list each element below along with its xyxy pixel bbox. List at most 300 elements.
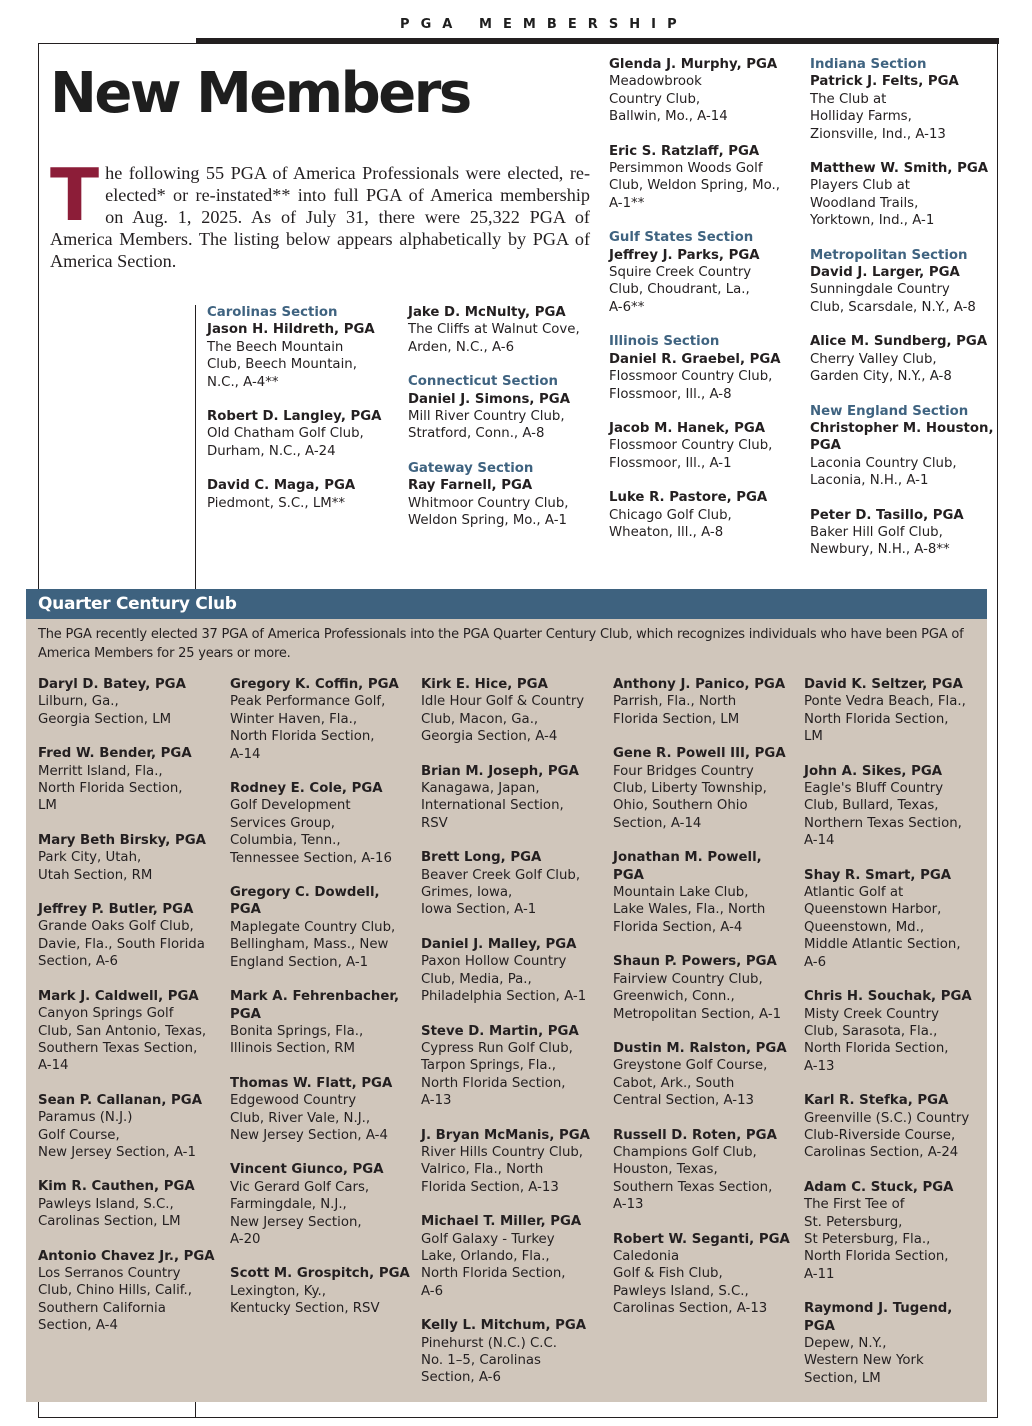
member-entry [804, 1300, 984, 1387]
member-name: Thomas W. Flatt, PGA [230, 1075, 393, 1091]
member-name: Michael T. Miller, PGA [421, 1214, 582, 1230]
member-detail-line: Winter Haven, Fla., [230, 711, 358, 727]
member-detail-line: N.C., A-4** [207, 374, 279, 390]
member-detail-line: Bellingham, Mass., New [230, 937, 389, 953]
member-detail-line: Idle Hour Golf & Country [421, 694, 585, 710]
member-detail-line: Parrish, Fla., North [613, 694, 737, 710]
member-entry [609, 489, 804, 541]
member-detail-line: Columbia, Tenn., [230, 833, 341, 849]
member-detail-line: Section, A-4 [38, 1318, 118, 1334]
member-name: Glenda J. Murphy, PGA [609, 57, 778, 72]
member-entry [38, 901, 224, 971]
member-detail-line: Metropolitan Section, A-1 [613, 1006, 782, 1022]
member-detail-line: Atlantic Golf at [804, 885, 904, 901]
member-detail-line: River Hills Country Club, [421, 1144, 584, 1160]
member-detail-line: Canyon Springs Golf [38, 1006, 174, 1022]
intro-paragraph [50, 153, 590, 272]
member-entry [609, 56, 804, 126]
member-entry [230, 988, 416, 1058]
member-detail-line: The First Tee of [804, 1197, 905, 1213]
member-detail-line: Lake Wales, Fla., North [613, 902, 766, 918]
member-name: Daniel J. Simons, PGA [408, 391, 571, 407]
member-entry [421, 1023, 607, 1110]
member-detail-line: A-6 [804, 954, 827, 970]
member-detail-line: Southern Texas Section, [613, 1179, 773, 1195]
member-name: Antonio Chavez Jr., PGA [38, 1248, 215, 1264]
section-heading: Indiana Section [810, 57, 927, 72]
member-detail-line: Carolinas Section, A-24 [804, 1145, 959, 1161]
member-detail-line: Section, A-6 [421, 1370, 501, 1386]
member-detail-line: Weldon Spring, Mo., A-1 [408, 513, 567, 529]
member-detail-line: Lilburn, Ga., [38, 694, 119, 710]
member-detail-line: Zionsville, Ind., A-13 [810, 126, 946, 142]
member-detail-line: Club, Beech Mountain, [207, 357, 357, 373]
member-detail-line: Whitmoor Country Club, [408, 495, 569, 511]
member-entry [810, 56, 995, 143]
member-detail-line: Southern Texas Section, [38, 1040, 198, 1056]
member-detail-line: Iowa Section, A-1 [421, 902, 537, 918]
member-detail-line: Golf & Fish Club, [613, 1266, 723, 1282]
member-entry [609, 333, 804, 403]
new-members-column-4 [810, 56, 995, 576]
member-name: J. Bryan McManis, PGA [421, 1127, 590, 1143]
member-entry [38, 745, 224, 815]
member-name: Anthony J. Panico, PGA [613, 677, 786, 692]
member-detail-line: Flossmoor Country Club, [609, 438, 773, 454]
member-detail-line: Grande Oaks Golf Club, [38, 919, 194, 935]
page-title: New Members [50, 61, 470, 126]
member-name: David C. Maga, PGA [207, 478, 356, 494]
member-name: Shay R. Smart, PGA [804, 867, 952, 883]
member-detail-line: Newbury, N.H., A-8** [810, 542, 950, 558]
member-entry [810, 333, 995, 385]
member-detail-line: A-6** [609, 299, 645, 315]
member-name: Patrick J. Felts, PGA [810, 74, 959, 90]
member-detail-line: A-11 [804, 1266, 835, 1282]
qcc-column-5 [804, 676, 984, 1404]
member-detail-line: Philadelphia Section, A-1 [421, 989, 587, 1005]
member-detail-line: Players Club at [810, 178, 910, 194]
member-detail-line: Pawleys Island, S.C., [613, 1283, 749, 1299]
member-name: Karl R. Stefka, PGA [804, 1093, 949, 1109]
member-detail-line: Georgia Section, A-4 [421, 729, 558, 745]
member-entry [230, 780, 416, 867]
member-detail-line: Golf Course, [38, 1127, 120, 1143]
member-detail-line: Wheaton, Ill., A-8 [609, 524, 724, 540]
member-detail-line: Davie, Fla., South Florida [38, 936, 205, 952]
member-detail-line: Florida Section, LM [613, 711, 740, 727]
member-detail-line: Carolinas Section, A-13 [613, 1301, 768, 1317]
member-detail-line: Persimmon Woods Golf [609, 161, 763, 177]
member-detail-line: North Florida Section, [421, 1075, 566, 1091]
member-detail-line: Club, San Antonio, Texas, [38, 1023, 207, 1039]
member-entry [408, 373, 603, 443]
member-detail-line: Chicago Golf Club, [609, 507, 732, 523]
member-name: Jacob M. Hanek, PGA [609, 420, 766, 436]
member-detail-line: Flossmoor, Ill., A-1 [609, 455, 732, 471]
drop-cap: T [50, 153, 100, 237]
member-entry [38, 1248, 224, 1335]
member-detail-line: Section, A-14 [613, 815, 702, 831]
member-detail-line: Club, Media, Pa., [421, 971, 532, 987]
member-detail-line: A-13 [613, 1197, 644, 1213]
member-detail-line: Squire Creek Country [609, 265, 752, 281]
member-detail-line: Tennessee Section, A-16 [230, 850, 392, 866]
member-entry [613, 676, 799, 728]
member-detail-line: Valrico, Fla., North [421, 1162, 544, 1178]
member-detail-line: Meadowbrook [609, 74, 702, 90]
member-detail-line: Misty Creek Country [804, 1006, 939, 1022]
member-entry [421, 763, 607, 833]
member-detail-line: North Florida Section, [804, 1249, 949, 1265]
member-name: Scott M. Grospitch, PGA [230, 1266, 410, 1282]
member-detail-line: Club, Chino Hills, Calif., [38, 1283, 192, 1299]
member-detail-line: The Club at [810, 91, 887, 107]
member-detail-line: Maplegate Country Club, [230, 919, 396, 935]
member-detail-line: Laconia Country Club, [810, 455, 957, 471]
member-detail-line: Lake, Orlando, Fla., [421, 1248, 550, 1264]
member-name: Jeffrey J. Parks, PGA [609, 247, 760, 263]
member-detail-line: LM [38, 798, 57, 814]
member-detail-line: The Beech Mountain [207, 339, 344, 355]
member-detail-line: Club, Choudrant, La., [609, 282, 750, 298]
member-detail-line: A-13 [421, 1093, 452, 1109]
member-entry [38, 1092, 224, 1162]
section-header-label: PGA MEMBERSHIP [400, 17, 688, 32]
member-name: Luke R. Pastore, PGA [609, 490, 768, 506]
member-entry [613, 1127, 799, 1214]
member-detail-line: Farmingdale, N.J., [230, 1197, 347, 1213]
member-detail-line: Grimes, Iowa, [421, 885, 513, 901]
member-entry [613, 849, 799, 936]
member-detail-line: Sunningdale Country [810, 282, 950, 298]
member-detail-line: International Section, [421, 798, 564, 814]
member-name: Jake D. McNulty, PGA [408, 305, 566, 320]
member-entry [408, 304, 603, 356]
member-entry [207, 477, 402, 512]
member-detail-line: Caledonia [613, 1248, 680, 1264]
member-entry [810, 507, 995, 559]
member-detail-line: Florida Section, A-4 [613, 919, 743, 935]
member-entry [230, 1161, 416, 1248]
member-detail-line: A-13 [804, 1058, 835, 1074]
member-entry [804, 867, 984, 971]
member-name: Daryl D. Batey, PGA [38, 677, 186, 692]
member-detail-line: Golf Galaxy - Turkey [421, 1231, 555, 1247]
member-detail-line: Holliday Farms, [810, 109, 912, 125]
member-detail-line: New Jersey Section, [230, 1214, 362, 1230]
member-entry [810, 247, 995, 317]
member-detail-line: St. Petersburg, [804, 1214, 903, 1230]
member-detail-line: Houston, Texas, [613, 1162, 718, 1178]
member-detail-line: Fairview Country Club, [613, 971, 763, 987]
member-entry [421, 1213, 607, 1300]
frame-border-right [997, 43, 998, 1418]
member-name: Gregory K. Coffin, PGA [230, 677, 399, 692]
member-detail-line: North Florida Section, [421, 1266, 566, 1282]
member-detail-line: North Florida Section, [804, 711, 949, 727]
member-detail-line: Greenwich, Conn., [613, 989, 735, 1005]
member-detail-line: Lexington, Ky., [230, 1283, 326, 1299]
qcc-column-4 [613, 676, 799, 1335]
member-entry [613, 745, 799, 832]
intro-text: he following 55 PGA of America Professionals were elected, re-elected* or re-instated** into full PGA of America membership on Aug. 1, 2025. As of July 31, there were 25,322 PGA of America Members. The listing below appears alphabetically by PGA of America Section. [50, 163, 590, 271]
member-detail-line: Florida Section, A-13 [421, 1179, 559, 1195]
member-detail-line: Tarpon Springs, Fla., [421, 1058, 557, 1074]
member-name: Rodney E. Cole, PGA [230, 781, 383, 797]
member-entry [609, 143, 804, 213]
member-detail-line: Club, Liberty Township, [613, 781, 767, 797]
member-detail-line: Section, LM [804, 1370, 881, 1386]
member-name: Gregory C. Dowdell, PGA [230, 885, 380, 918]
member-detail-line: Vic Gerard Golf Cars, [230, 1179, 370, 1195]
member-detail-line: Paxon Hollow Country [421, 954, 567, 970]
member-entry [421, 1127, 607, 1197]
member-detail-line: Flossmoor, Ill., A-8 [609, 386, 732, 402]
member-detail-line: Club, Macon, Ga., [421, 711, 539, 727]
member-detail-line: Mill River Country Club, [408, 409, 565, 425]
member-detail-line: Ballwin, Mo., A-14 [609, 109, 728, 125]
member-detail-line: Utah Section, RM [38, 867, 153, 883]
qcc-column-3 [421, 676, 607, 1404]
member-entry [804, 676, 984, 746]
member-detail-line: Services Group, [230, 815, 336, 831]
member-detail-line: Eagle's Bluff Country [804, 781, 944, 797]
member-detail-line: Queenstown Harbor, [804, 902, 942, 918]
member-name: Christopher M. Houston, PGA [810, 420, 994, 454]
member-detail-line: A-14 [230, 746, 261, 762]
member-detail-line: North Florida Section, [230, 729, 375, 745]
member-detail-line: The Cliffs at Walnut Cove, [408, 322, 580, 338]
member-detail-line: Edgewood Country [230, 1093, 357, 1109]
member-detail-line: North Florida Section, [38, 781, 183, 797]
member-name: Brett Long, PGA [421, 850, 542, 866]
member-name: Daniel R. Graebel, PGA [609, 351, 781, 367]
member-name: Peter D. Tasillo, PGA [810, 507, 964, 523]
member-name: Jeffrey P. Butler, PGA [38, 902, 194, 918]
member-entry [810, 160, 995, 230]
member-detail-line: Four Bridges Country [613, 763, 754, 779]
member-detail-line: Georgia Section, LM [38, 711, 172, 727]
member-detail-line: Cherry Valley Club, [810, 351, 937, 367]
member-entry [421, 676, 607, 746]
member-detail-line: Arden, N.C., A-6 [408, 339, 515, 355]
member-entry [38, 1178, 224, 1230]
new-members-column-2 [408, 304, 603, 546]
member-name: Steve D. Martin, PGA [421, 1023, 579, 1039]
member-detail-line: LM [804, 729, 823, 745]
member-detail-line: Southern California [38, 1300, 166, 1316]
member-name: Kelly L. Mitchum, PGA [421, 1318, 587, 1334]
member-detail-line: A-14 [38, 1058, 69, 1074]
member-detail-line: Peak Performance Golf, [230, 694, 386, 710]
member-name: John A. Sikes, PGA [804, 763, 943, 779]
member-detail-line: Flossmoor Country Club, [609, 369, 773, 385]
member-entry [230, 1265, 416, 1317]
header-rule [196, 38, 999, 44]
member-detail-line: Woodland Trails, [810, 195, 919, 211]
member-detail-line: Golf Development [230, 798, 351, 814]
member-entry [38, 832, 224, 884]
member-name: Russell D. Roten, PGA [613, 1127, 777, 1143]
member-detail-line: Central Section, A-13 [613, 1093, 755, 1109]
member-detail-line: Champions Golf Club, [613, 1144, 757, 1160]
member-name: Alice M. Sundberg, PGA [810, 334, 988, 350]
member-detail-line: Garden City, N.Y., A-8 [810, 369, 952, 385]
member-detail-line: Old Chatham Golf Club, [207, 426, 364, 442]
member-entry [810, 403, 995, 490]
member-detail-line: Greenville (S.C.) Country [804, 1110, 970, 1126]
member-entry [38, 676, 224, 728]
new-members-column-1 [207, 304, 402, 529]
member-detail-line: Beaver Creek Golf Club, [421, 867, 581, 883]
quarter-century-club-title: Quarter Century Club [26, 589, 987, 619]
member-detail-line: Baker Hill Golf Club, [810, 524, 943, 540]
member-detail-line: Cabot, Ark., South [613, 1075, 735, 1091]
section-heading: Connecticut Section [408, 374, 558, 390]
new-members-column-3 [609, 56, 804, 558]
member-detail-line: Middle Atlantic Section, [804, 937, 961, 953]
section-heading: Carolinas Section [207, 305, 338, 320]
member-detail-line: Ponte Vedra Beach, Fla., [804, 694, 966, 710]
member-detail-line: Durham, N.C., A-24 [207, 443, 336, 459]
member-entry [207, 408, 402, 460]
member-name: Kirk E. Hice, PGA [421, 677, 548, 692]
member-entry [804, 763, 984, 850]
member-name: Gene R. Powell III, PGA [613, 746, 786, 762]
member-name: Brian M. Joseph, PGA [421, 763, 579, 779]
section-heading: Gulf States Section [609, 230, 754, 246]
member-detail-line: Paramus (N.J.) [38, 1110, 133, 1126]
member-detail-line: Greystone Golf Course, [613, 1058, 768, 1074]
member-detail-line: Kentucky Section, RSV [230, 1301, 380, 1317]
member-entry [207, 304, 402, 391]
member-detail-line: A-6 [421, 1283, 444, 1299]
member-name: Eric S. Ratzlaff, PGA [609, 143, 760, 159]
member-detail-line: Club, Weldon Spring, Mo., [609, 178, 780, 194]
member-entry [804, 988, 984, 1075]
member-detail-line: Western New York [804, 1353, 924, 1369]
member-entry [421, 936, 607, 1006]
section-heading: Metropolitan Section [810, 247, 968, 263]
member-detail-line: No. 1–5, Carolinas [421, 1353, 541, 1368]
member-detail-line: Cypress Run Golf Club, [421, 1040, 573, 1056]
member-detail-line: Laconia, N.H., A-1 [810, 473, 929, 489]
member-name: Jonathan M. Powell, PGA [613, 850, 762, 883]
member-name: Fred W. Bender, PGA [38, 746, 192, 762]
member-detail-line: Club-Riverside Course, [804, 1127, 956, 1143]
member-entry [609, 420, 804, 472]
member-name: Mary Beth Birsky, PGA [38, 832, 206, 848]
member-entry [230, 676, 416, 763]
member-detail-line: Piedmont, S.C., LM** [207, 495, 346, 511]
frame-border-top [38, 43, 196, 44]
member-detail-line: Depew, N.Y., [804, 1336, 887, 1351]
member-detail-line: Country Club, [609, 91, 701, 107]
member-name: Adam C. Stuck, PGA [804, 1179, 954, 1195]
member-detail-line: Queenstown, Md., [804, 919, 925, 935]
member-detail-line: A-14 [804, 833, 835, 849]
member-detail-line: Carolinas Section, LM [38, 1214, 181, 1230]
member-detail-line: Pawleys Island, S.C., [38, 1196, 174, 1212]
member-detail-line: Los Serranos Country [38, 1265, 181, 1281]
member-detail-line: Club, Scarsdale, N.Y., A-8 [810, 299, 976, 315]
member-name: Robert D. Langley, PGA [207, 409, 382, 425]
section-heading: Gateway Section [408, 460, 534, 476]
member-name: Mark A. Fehrenbacher, PGA [230, 989, 400, 1022]
member-detail-line: RSV [421, 815, 448, 831]
member-name: Vincent Giunco, PGA [230, 1162, 384, 1178]
member-detail-line: Bonita Springs, Fla., [230, 1023, 364, 1039]
member-detail-line: Illinois Section, RM [230, 1041, 355, 1057]
quarter-century-club-description: The PGA recently elected 37 PGA of America Professionals into the PGA Quarter Century Club, which recognizes individuals who have been PGA of America Members for 25 years or more. [38, 627, 964, 661]
member-name: David K. Seltzer, PGA [804, 677, 963, 692]
member-name: Mark J. Caldwell, PGA [38, 988, 199, 1004]
member-detail-line: Club, Sarasota, Fla., [804, 1023, 938, 1039]
section-heading: Illinois Section [609, 334, 720, 350]
member-entry [421, 849, 607, 919]
member-detail-line: Yorktown, Ind., A-1 [810, 213, 935, 229]
member-detail-line: Club, Bullard, Texas, [804, 798, 939, 814]
section-heading: New England Section [810, 403, 969, 419]
member-entry [421, 1317, 607, 1387]
member-detail-line: Mountain Lake Club, [613, 885, 749, 901]
quarter-century-club-panel [26, 589, 987, 1402]
member-name: David J. Larger, PGA [810, 265, 960, 281]
member-entry [38, 988, 224, 1075]
member-entry [804, 1092, 984, 1162]
member-detail-line: Northern Texas Section, [804, 815, 962, 831]
member-name: Sean P. Callanan, PGA [38, 1092, 203, 1108]
member-entry [609, 229, 804, 316]
member-name: Robert W. Seganti, PGA [613, 1231, 790, 1247]
member-detail-line: Stratford, Conn., A-8 [408, 426, 545, 442]
member-entry [230, 1075, 416, 1145]
member-detail-line: Park City, Utah, [38, 850, 142, 866]
member-detail-line: Pinehurst (N.C.) C.C. [421, 1335, 558, 1351]
member-entry [613, 1040, 799, 1110]
member-detail-line: North Florida Section, [804, 1041, 949, 1057]
member-detail-line: New Jersey Section, A-1 [38, 1144, 196, 1160]
member-detail-line: England Section, A-1 [230, 954, 369, 970]
frame-border-bottom [38, 1417, 998, 1418]
member-entry [230, 884, 416, 971]
member-entry [804, 1179, 984, 1283]
member-detail-line: A-20 [230, 1231, 261, 1247]
member-detail-line: Section, A-6 [38, 954, 118, 970]
member-name: Kim R. Cauthen, PGA [38, 1179, 195, 1195]
member-entry [613, 953, 799, 1023]
member-name: Matthew W. Smith, PGA [810, 161, 989, 177]
qcc-column-2 [230, 676, 416, 1335]
member-name: Jason H. Hildreth, PGA [207, 322, 375, 338]
member-name: Chris H. Souchak, PGA [804, 989, 972, 1005]
member-detail-line: St Petersburg, Fla., [804, 1231, 931, 1247]
member-detail-line: Ohio, Southern Ohio [613, 798, 748, 814]
member-entry [613, 1231, 799, 1318]
member-entry [408, 460, 603, 530]
member-detail-line: Kanagawa, Japan, [421, 781, 540, 797]
member-name: Daniel J. Malley, PGA [421, 936, 577, 952]
member-detail-line: A-1** [609, 195, 645, 211]
member-name: Dustin M. Ralston, PGA [613, 1040, 787, 1056]
member-name: Ray Farnell, PGA [408, 478, 533, 494]
member-detail-line: Club, River Vale, N.J., [230, 1110, 371, 1126]
member-detail-line: New Jersey Section, A-4 [230, 1127, 388, 1143]
member-detail-line: Merritt Island, Fla., [38, 763, 163, 779]
qcc-column-1 [38, 676, 224, 1352]
member-name: Raymond J. Tugend, PGA [804, 1301, 953, 1334]
